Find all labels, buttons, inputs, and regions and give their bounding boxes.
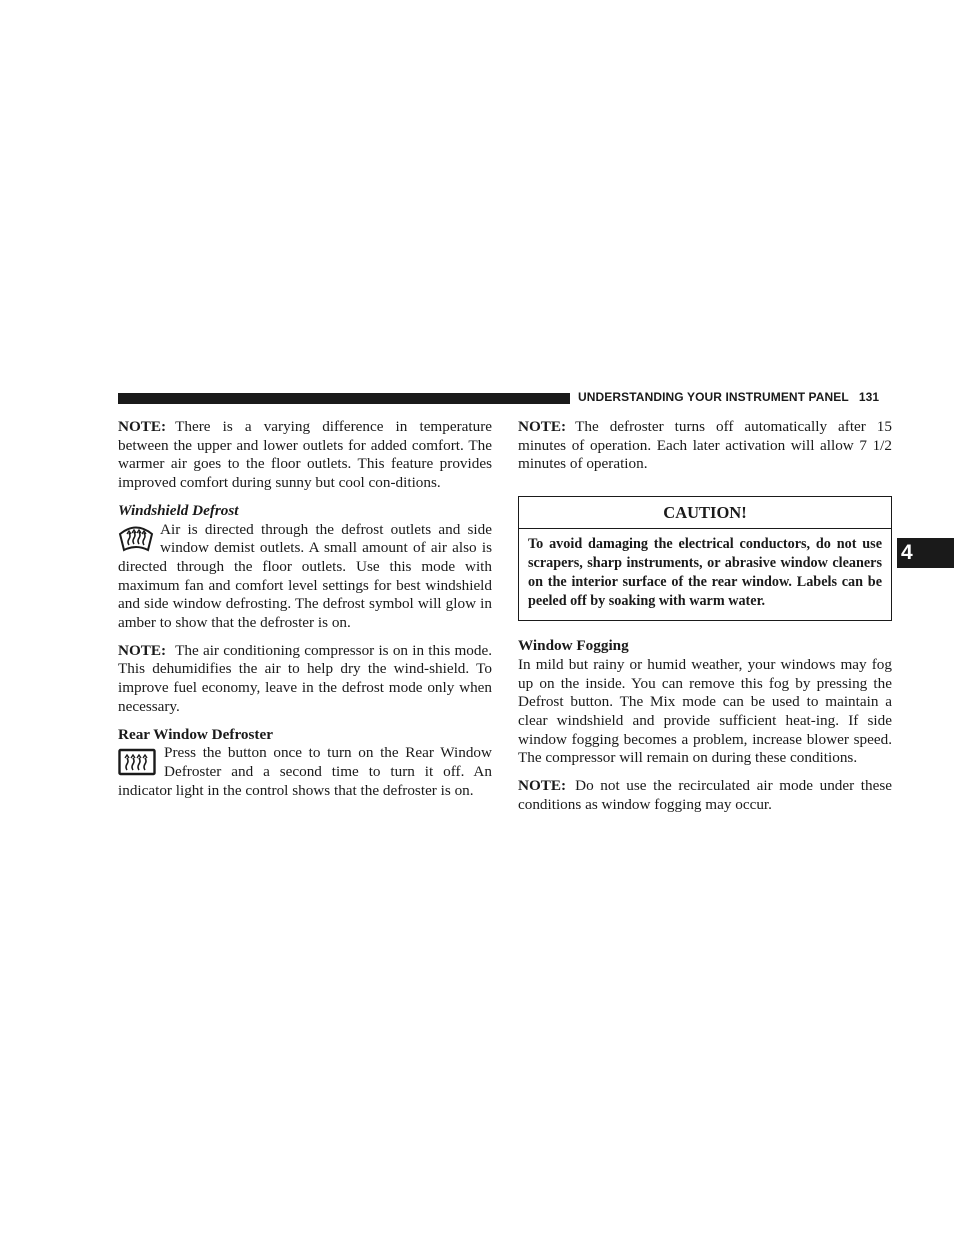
note-label: NOTE: bbox=[118, 418, 167, 435]
note-text: The defroster turns off automatically after 15 minutes of operation. Each later activation will allow 7 1/2 minutes of operation. bbox=[518, 418, 892, 473]
rear-window-defroster-text: Press the button once to turn on the Rear Window Defroster and a second time to turn it off. An indicator light in the control shows that the defroster is on. bbox=[118, 744, 492, 799]
note-label: NOTE: bbox=[518, 418, 567, 435]
rear-window-defroster-icon bbox=[118, 748, 156, 778]
note-text: Do not use the recirculated air mode under these conditions as window fogging may occur. bbox=[518, 777, 892, 813]
chapter-tab: 4 bbox=[897, 538, 954, 568]
rear-window-defroster-heading: Rear Window Defroster bbox=[118, 725, 273, 743]
right-column bbox=[518, 418, 892, 814]
note-compressor bbox=[118, 642, 492, 717]
left-column bbox=[118, 418, 492, 800]
running-header bbox=[578, 390, 891, 404]
header-rule bbox=[118, 393, 570, 404]
window-fogging-heading: Window Fogging bbox=[518, 637, 629, 655]
rear-window-defroster-paragraph bbox=[118, 744, 492, 800]
windshield-defrost-paragraph bbox=[118, 521, 492, 633]
caution-box bbox=[518, 496, 892, 621]
caution-text: To avoid damaging the electrical conductors, do not use scrapers, sharp instruments, or abrasive window cleaners on the interior surface of the rear window. Labels can be peeled off by soaking with warm water. bbox=[528, 536, 882, 610]
note-label: NOTE: bbox=[118, 641, 167, 659]
note-label: NOTE: bbox=[518, 777, 567, 795]
note-temperature bbox=[118, 418, 492, 493]
note-defroster-timer bbox=[518, 418, 892, 474]
caution-title: CAUTION! bbox=[519, 497, 891, 529]
windshield-defrost-heading: Windshield Defrost bbox=[118, 501, 239, 519]
windshield-defrost-text: Air is directed through the defrost outlets and side window demist outlets. A small amount of air also is directed through the floor outlets. Use this mode with maximum fan and comfort level settings for best windshield and side window defrosting. The defrost symbol will glow in amber to show that the defroster is on. bbox=[118, 520, 492, 632]
note-text: There is a varying difference in temperature between the upper and lower outlets for added comfort. The warmer air goes to the floor outlets. This feature provides improved comfort during sunny but cool con-ditions. bbox=[118, 418, 492, 492]
page-number: 131 bbox=[858, 390, 880, 404]
windshield-defrost-icon bbox=[118, 524, 154, 554]
note-text: The air conditioning compressor is on in this mode. This dehumidifies the air to help dry the wind-shield. To improve fuel economy, leave in the defrost mode only when necessary. bbox=[118, 641, 492, 715]
note-recirculation bbox=[518, 777, 892, 814]
window-fogging-text: In mild but rainy or humid weather, your windows may fog up on the inside. You can remove this fog by pressing the Defrost button. The Mix mode can be used to maintain a clear windshield and provide sufficient heat-ing. If side window fogging becomes a problem, increase blower speed. The compressor will remain on during these conditions. bbox=[518, 655, 892, 767]
section-title: UNDERSTANDING YOUR INSTRUMENT PANEL bbox=[578, 390, 849, 404]
